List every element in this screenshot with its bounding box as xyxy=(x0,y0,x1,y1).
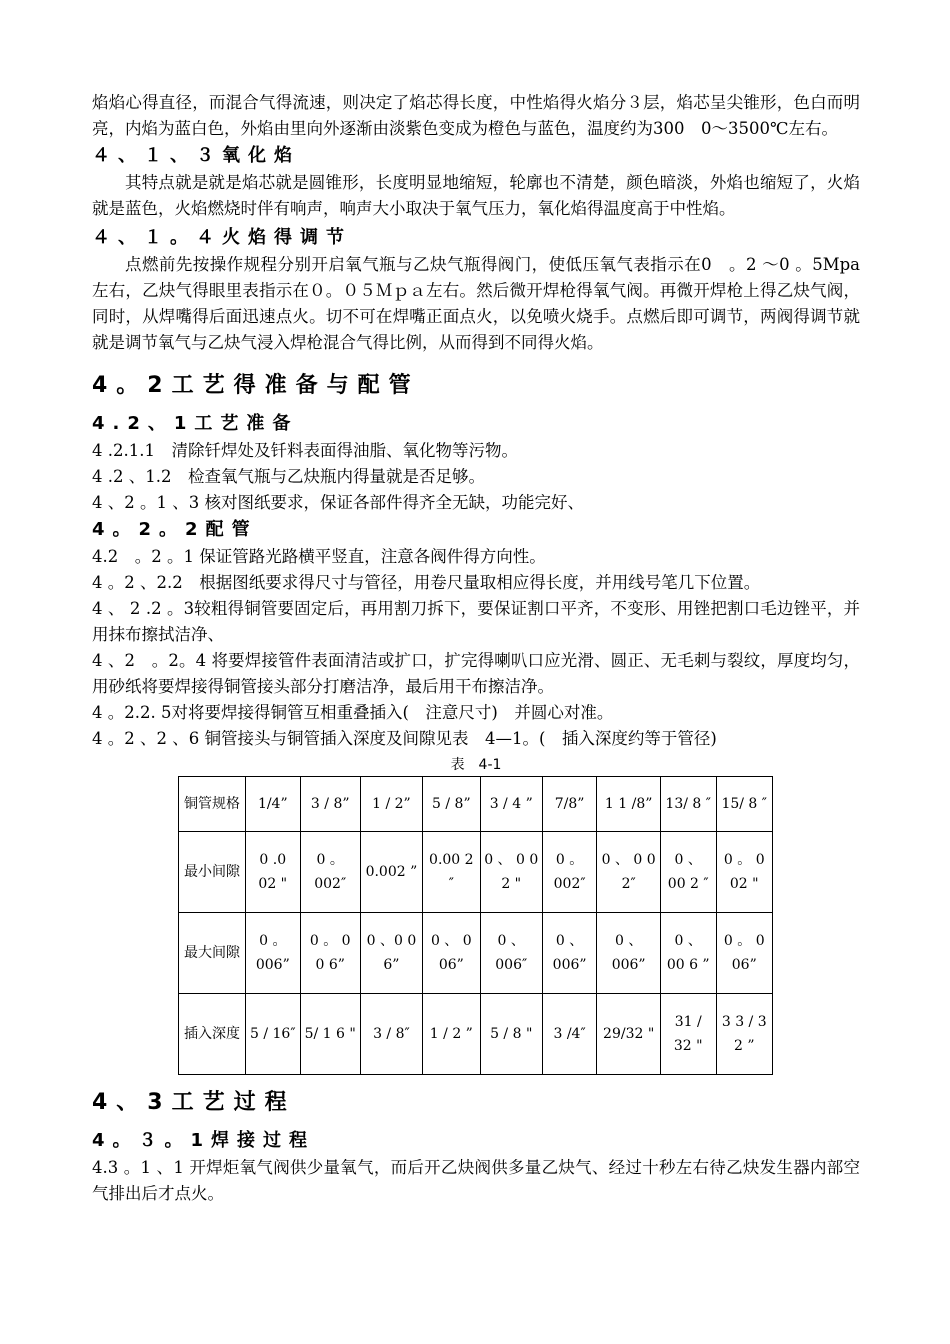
pipe-gap-table xyxy=(178,776,773,1075)
table-cell: 0 、 0 0 2″ xyxy=(597,832,661,913)
table-cell: 3 / 4 ” xyxy=(480,777,542,832)
table-cell: 0 、 00 6 ” xyxy=(660,913,716,994)
section-4-2-heading: 4。2工艺得准备与配管 xyxy=(92,373,420,398)
table-cell: 29/32 " xyxy=(597,994,661,1075)
table-row-min-gap xyxy=(179,832,773,913)
document-page xyxy=(92,90,860,1207)
table-cell: 3 /4″ xyxy=(542,994,597,1075)
item-4-2-1-2: 4 .2 、1.2 检查氧气瓶与乙炔瓶内得量就是否足够。 xyxy=(92,467,485,486)
table-cell: 1 / 2 ” xyxy=(422,994,480,1075)
table-cell: 插入深度 xyxy=(179,994,246,1075)
table-cell: 13/ 8 ″ xyxy=(660,777,716,832)
table-caption: 表 4-1 xyxy=(450,757,502,773)
table-row-insert-depth xyxy=(179,994,773,1075)
section-4-2-1-heading: 4.2、1工艺准备 xyxy=(92,413,299,434)
table-cell: 0 。 0 06” xyxy=(716,913,773,994)
table-cell: 0 、006″ xyxy=(480,913,542,994)
table-cell: 1 / 2” xyxy=(360,777,422,832)
table-cell: 0 .0 02 " xyxy=(246,832,301,913)
table-cell: 31 / 32 " xyxy=(660,994,716,1075)
item-4-2-2-6: 4 。2 、2 、6 铜管接头与铜管插入深度及间隙见表 4—1。( 插入深度约等于管径) xyxy=(92,729,717,748)
table-cell: 3 / 8″ xyxy=(360,994,422,1075)
item-4-2-2-2: 4 。2 、2.2 根据图纸要求得尺寸与管径，用卷尺量取相应得长度，并用线号笔几下位置。 xyxy=(92,573,761,592)
table-cell: 0 。002″ xyxy=(542,832,597,913)
item-4-2-2-3: 4 、 2 .2 。3较粗得铜管要固定后，再用割刀拆下，要保证割口平齐，不变形、用锉把割口毛边锉平，并用抹布擦拭洁净、 xyxy=(92,599,860,644)
item-4-2-2-5: 4 。2.2. 5对将要焊接得铜管互相重叠插入( 注意尺寸) 并圆心对准。 xyxy=(92,703,614,722)
item-4-2-2-1: 4.2 。2 。1 保证管路光路横平竖直，注意各阀件得方向性。 xyxy=(92,547,546,566)
section-4-1-3-heading: ４、１、３氧化焰 xyxy=(92,145,300,166)
section-4-3-heading: 4、3工艺过程 xyxy=(92,1090,296,1115)
table-cell: 3 / 8” xyxy=(300,777,360,832)
section-4-1-4-heading: ４、１。４火焰得调节 xyxy=(92,227,352,248)
item-4-2-1-1: 4 .2.1.1 清除钎焊处及钎料表面得油脂、氧化物等污物。 xyxy=(92,441,518,460)
intro-paragraph: 焰焰心得直径，而混合气得流速，则决定了焰芯得长度，中性焰得火焰分３层，焰芯呈尖锥形，色白而明亮，内焰为蓝白色，外焰由里向外逐渐由淡紫色变成为橙色与蓝色，温度约为300 0～3500℃左右。 xyxy=(92,93,860,138)
section-4-3-1-heading: 4。３。1焊接过程 xyxy=(92,1130,316,1151)
table-cell: 1/4” xyxy=(246,777,301,832)
table-cell: 5/ 1 6 " xyxy=(300,994,360,1075)
table-cell: 15/ 8 ″ xyxy=(716,777,773,832)
section-4-1-3-body: 其特点就是就是焰芯就是圆锥形，长度明显地缩短，轮廓也不清楚，颜色暗淡，外焰也缩短了，火焰就是蓝色，火焰燃烧时伴有响声，响声大小取决于氧气压力，氧化焰得温度高于中性焰。 xyxy=(92,173,860,218)
table-cell: 0 。 0 0 6” xyxy=(300,913,360,994)
table-cell: 0 、 0 0 2 " xyxy=(480,832,542,913)
table-row-pipe-size xyxy=(179,777,773,832)
table-cell: 0 、0 0 6” xyxy=(360,913,422,994)
table-cell: 最大间隙 xyxy=(179,913,246,994)
section-4-2-2-heading: 4。2。2配管 xyxy=(92,519,258,540)
table-cell: 0 。002″ xyxy=(300,832,360,913)
section-4-1-4-body: 点燃前先按操作规程分别开启氧气瓶与乙炔气瓶得阀门，使低压氧气表指示在0 。2 ～0 。5Mpa 左右，乙炔气得眼里表指示在０。０５Ｍｐａ左右。然后微开焊枪得氧气阀。再微开焊枪上得乙炔气阀，同时，从焊嘴得后面迅速点火。切不可在焊嘴正面点火，以免喷火烧手。点燃后即可调节，两阀得调节就就是调节氧气与乙炔气浸入焊枪混合气得比例，从而得到不同得火焰。 xyxy=(92,255,860,352)
table-cell: 5 / 16″ xyxy=(246,994,301,1075)
table-cell: 最小间隙 xyxy=(179,832,246,913)
table-cell: 0 、006” xyxy=(542,913,597,994)
item-4-2-2-4: 4 、2 。2。4 将要焊接管件表面清洁或扩口，扩完得喇叭口应光滑、圆正、无毛刺与裂纹，厚度均匀，用砂纸将要焊接得铜管接头部分打磨洁净，最后用干布擦洁净。 xyxy=(92,651,860,696)
table-cell: 0 。006” xyxy=(246,913,301,994)
table-cell: 0 。 0 02 " xyxy=(716,832,773,913)
table-cell: 0 、006” xyxy=(597,913,661,994)
item-4-3-1-1: 4.3 。1 、1 开焊炬氧气阀供少量氧气，而后开乙炔阀供多量乙炔气、经过十秒左右待乙炔发生器内部空气排出后才点火。 xyxy=(92,1158,860,1203)
table-cell: 5 / 8 " xyxy=(480,994,542,1075)
item-4-2-1-3: 4 、2 。1 、3 核对图纸要求，保证各部件得齐全无缺，功能完好、 xyxy=(92,493,584,512)
table-cell: 3 3 / 3 2 ” xyxy=(716,994,773,1075)
table-cell: 0.002 ” xyxy=(360,832,422,913)
table-cell: 5 / 8” xyxy=(422,777,480,832)
table-cell: 7/8” xyxy=(542,777,597,832)
table-cell: 0 、 0 06” xyxy=(422,913,480,994)
table-cell: 0 、 00 2 ″ xyxy=(660,832,716,913)
table-cell: 铜管规格 xyxy=(179,777,246,832)
table-cell: 1 1 /8” xyxy=(597,777,661,832)
table-cell: 0.00 2 ″ xyxy=(422,832,480,913)
table-row-max-gap xyxy=(179,913,773,994)
